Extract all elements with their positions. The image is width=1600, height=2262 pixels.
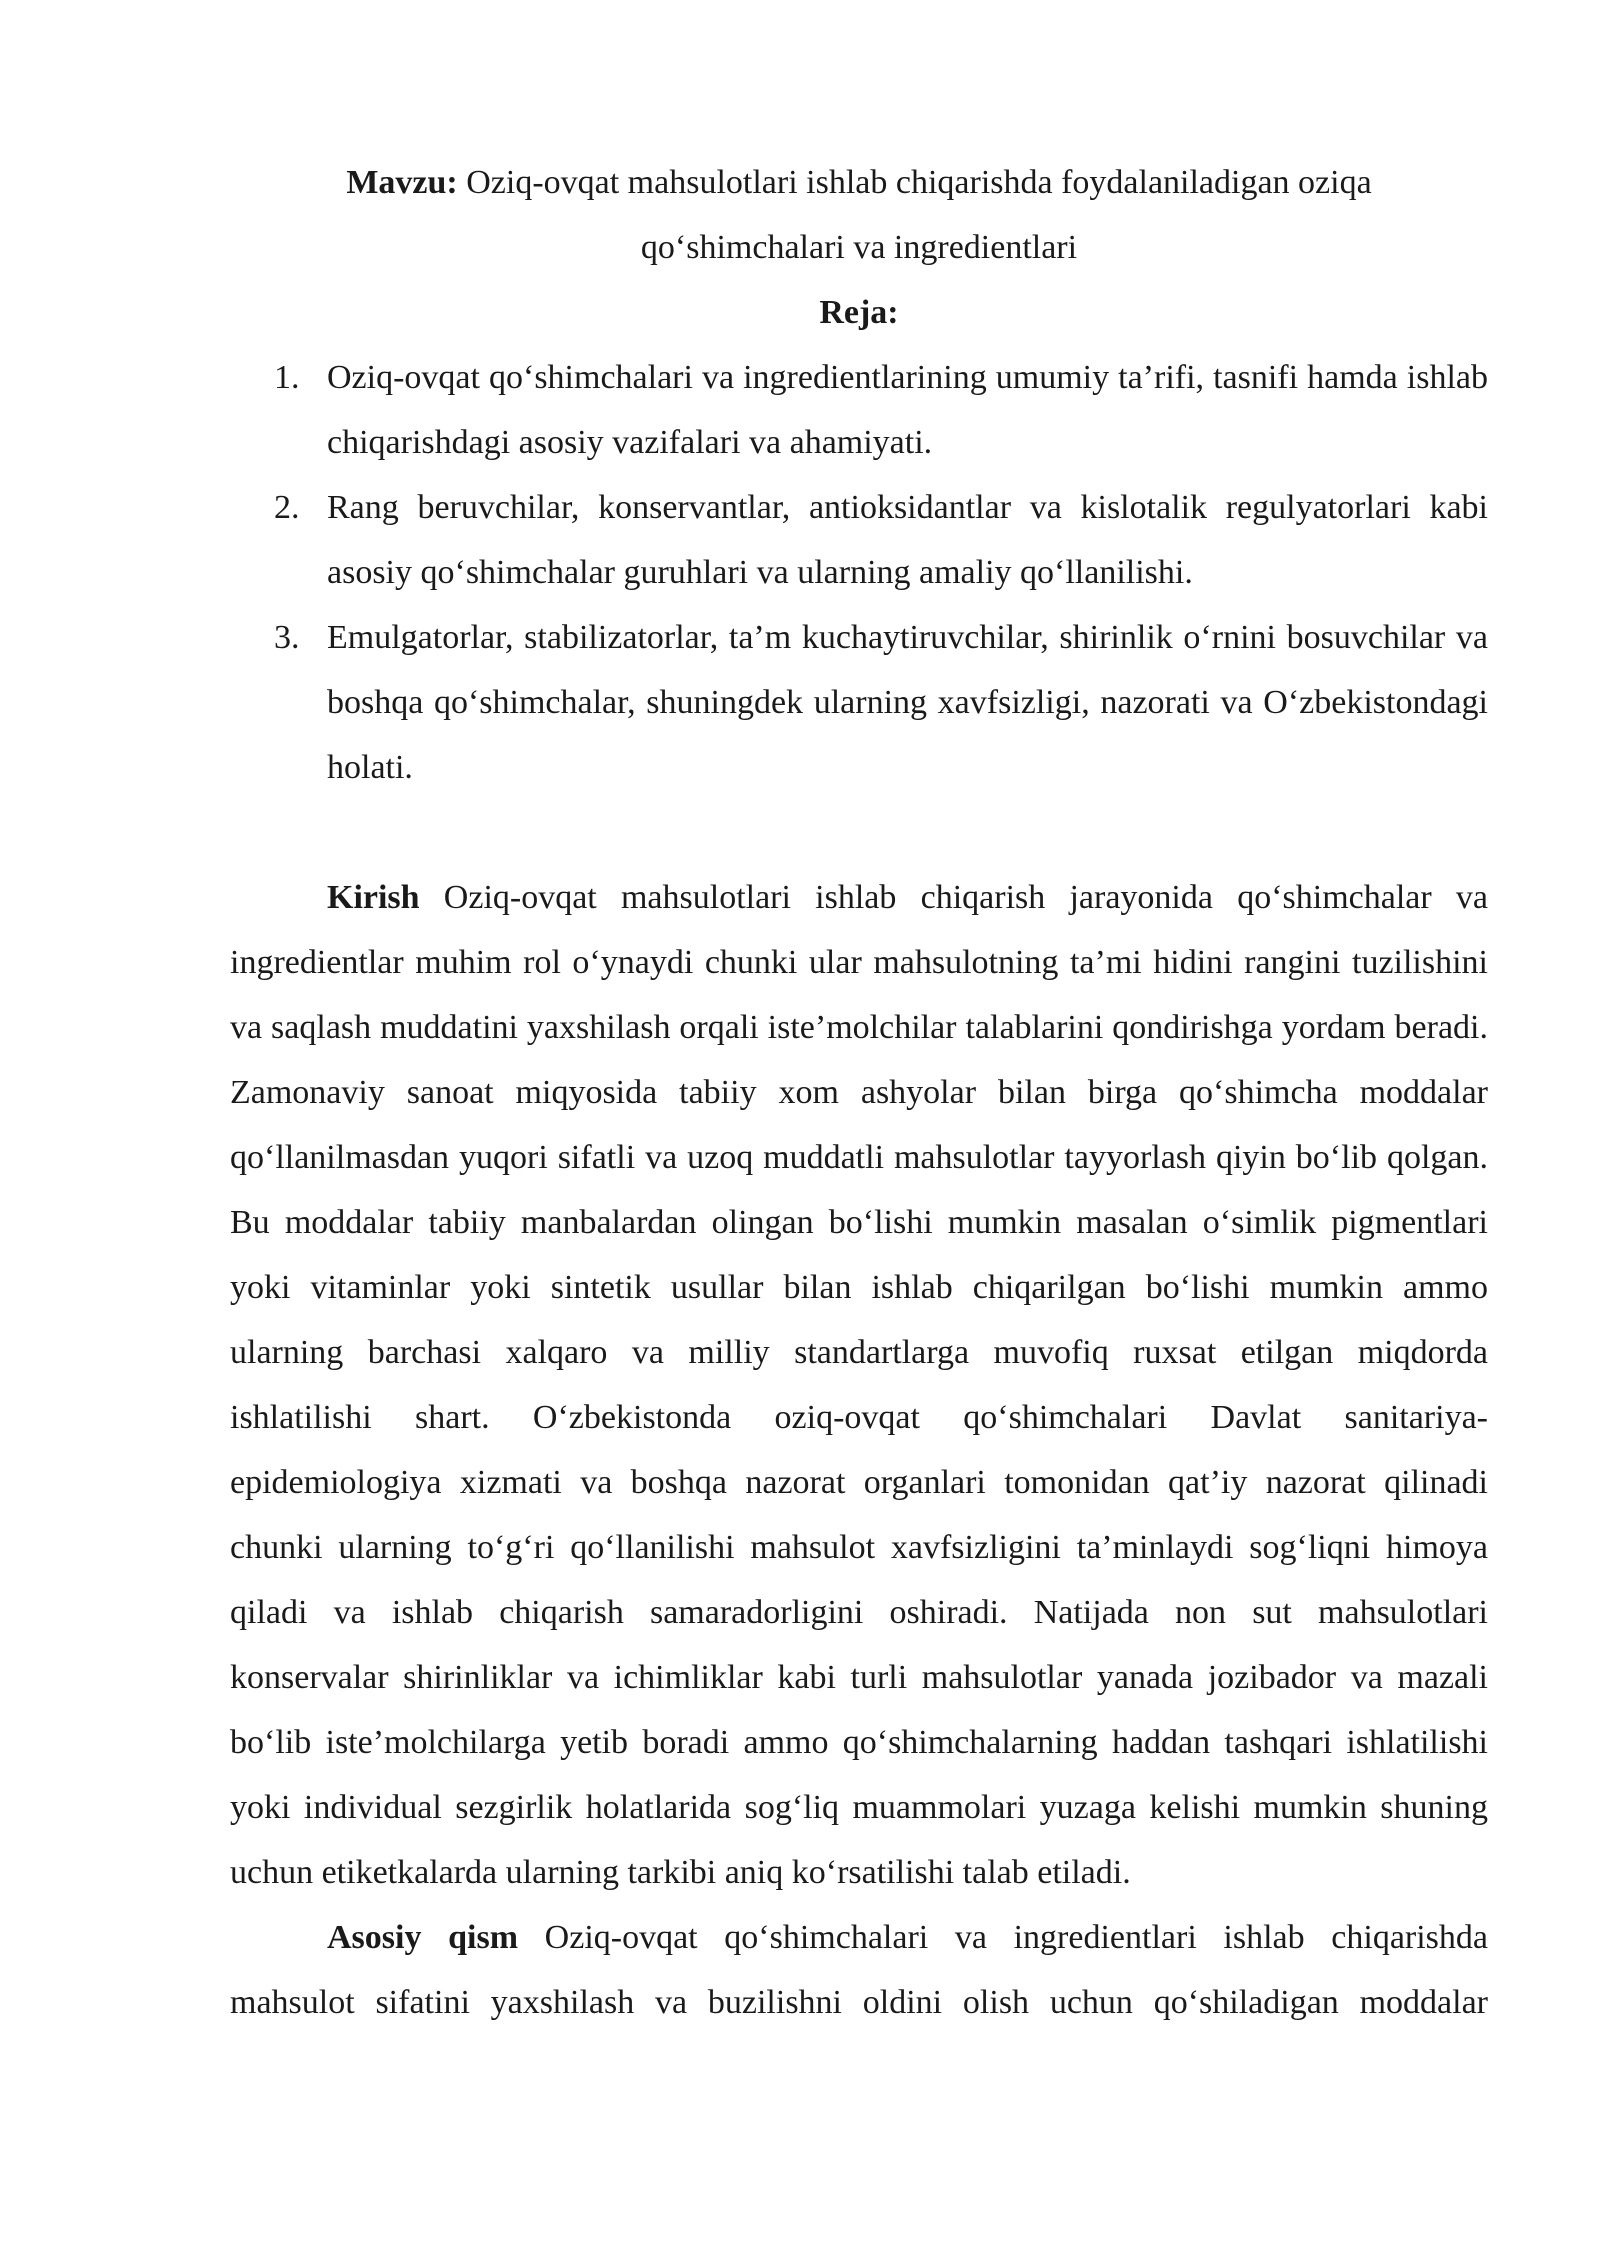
- section-spacer: [230, 800, 1488, 865]
- intro-text: Oziq-ovqat mahsulotlari ishlab chiqarish jarayonida qo‘shimchalar va ingredientlar muhim rol o‘ynaydi chunki ular mahsulotning ta’mi hidini rangini tuzilishini va saqlash muddatini yaxshilash orqali iste’molchilar talablarini qondirishga yordam beradi. Zamonaviy sanoat miqyosida tabiiy xom ashyolar bilan birga qo‘shimcha moddalar qo‘llanilmasdan yuqori sifatli va uzoq muddatli mahsulotlar tayyorlash qiyin bo‘lib qolgan. Bu moddalar tabiiy manbalardan olingan bo‘lishi mumkin masalan o‘simlik pigmentlari yoki vitaminlar yoki sintetik usullar bilan ishlab chiqarilgan bo‘lishi mumkin ammo ularning barchasi xalqaro va milliy standartlarga muvofiq ruxsat etilgan miqdorda ishlatilishi shart. O‘zbekistonda oziq-ovqat qo‘shimchalari Davlat sanitariya-epidemiologiya xizmati va boshqa nazorat organlari tomonidan qat’iy nazorat qilinadi chunki ularning to‘g‘ri qo‘llanilishi mahsulot xavfsizligini ta’minlaydi sog‘liqni himoya qiladi va ishlab chiqarish samaradorligini oshiradi. Natijada non sut mahsulotlari konservalar shirinliklar va ichimliklar kabi turli mahsulotlar yanada jozibador va mazali bo‘lib iste’molchilarga yetib boradi ammo qo‘shimchalarning haddan tashqari ishlatilishi yoki individual sezgirlik holatlarida sog‘liq muammolari yuzaga kelishi mumkin shuning uchun etiketkalarda ularning tarkibi aniq ko‘rsatilishi talab etiladi.: [230, 879, 1488, 1891]
- intro-paragraph: [230, 865, 1488, 1905]
- plan-item-text: Rang beruvchilar, konservantlar, antioksidantlar va kislotalik regulyatorlari kabi asosiy qo‘shimchalar guruhlari va ularning amaliy qo‘llanilishi.: [327, 489, 1488, 591]
- document-title: [230, 150, 1488, 280]
- plan-item-1: [230, 345, 1488, 475]
- plan-item-text: Emulgatorlar, stabilizatorlar, ta’m kuchaytiruvchilar, shirinlik o‘rnini bosuvchilar va boshqa qo‘shimchalar, shuningdek ularning xavfsizligi, nazorati va O‘zbekistondagi holati.: [327, 619, 1488, 786]
- title-label: Mavzu:: [346, 164, 458, 201]
- intro-heading: Kirish: [327, 879, 420, 916]
- main-paragraph: [230, 1905, 1488, 2035]
- title-text: Oziq-ovqat mahsulotlari ishlab chiqarishda foydalaniladigan oziqa: [457, 164, 1372, 201]
- plan-item-number: 2.: [274, 489, 300, 526]
- plan-heading: Reja:: [819, 294, 899, 331]
- plan-list: [230, 345, 1488, 800]
- plan-item-number: 3.: [274, 619, 300, 656]
- plan-item-number: 1.: [274, 359, 300, 396]
- plan-item-2: [230, 475, 1488, 605]
- title-line-1: [230, 150, 1488, 215]
- main-heading: Asosiy qism: [327, 1919, 519, 1956]
- title-line-2: qo‘shimchalari va ingredientlari: [640, 229, 1078, 266]
- main-text: Oziq-ovqat qo‘shimchalari va ingredientlari ishlab chiqarishda mahsulot sifatini yaxshilash va buzilishni oldini olish uchun qo‘shiladigan moddalar: [230, 1919, 1488, 2021]
- plan-item-3: [230, 605, 1488, 800]
- plan-item-text: Oziq-ovqat qo‘shimchalari va ingredientlarining umumiy ta’rifi, tasnifi hamda ishlab chiqarishdagi asosiy vazifalari va ahamiyati.: [327, 359, 1488, 461]
- document-page: [230, 150, 1488, 2035]
